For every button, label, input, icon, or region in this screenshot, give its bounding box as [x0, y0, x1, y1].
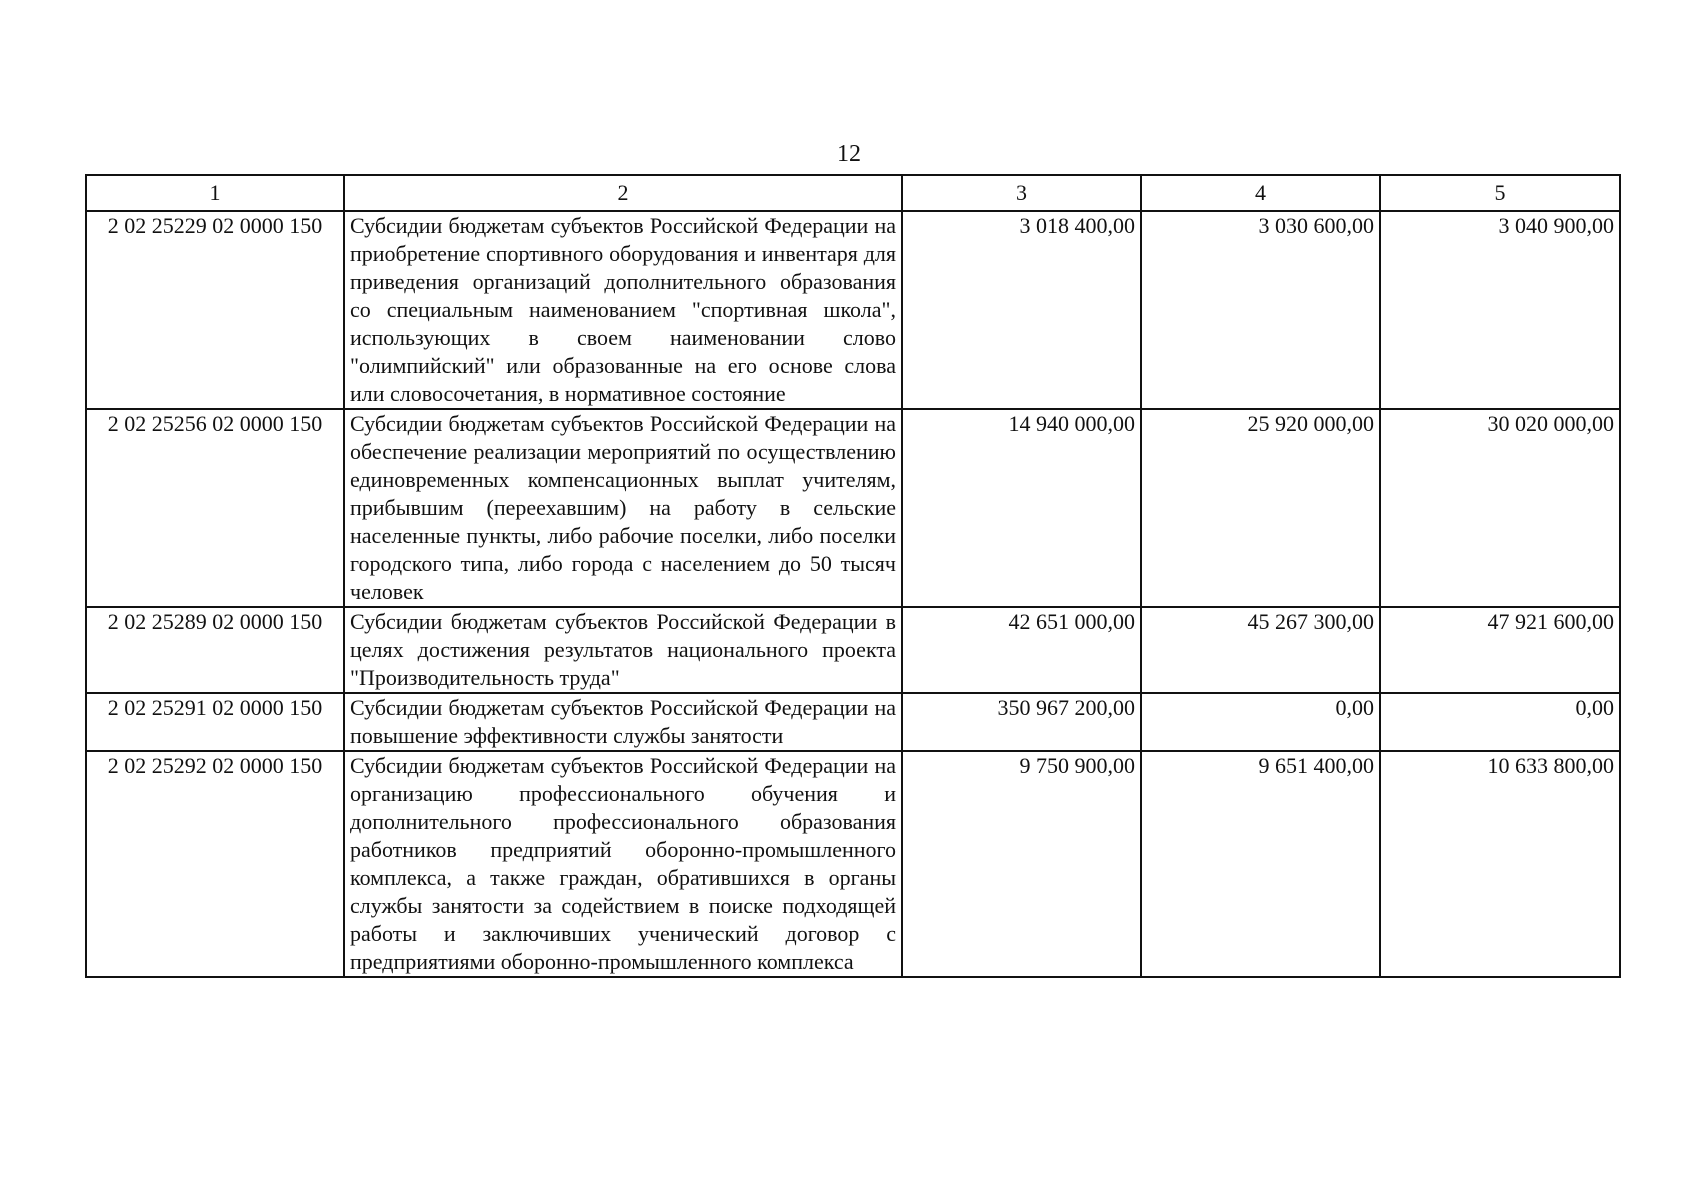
- table-row: [86, 693, 1620, 751]
- amount-col-5: 3 040 900,00: [1380, 211, 1620, 409]
- amount-col-4: 0,00: [1141, 693, 1380, 751]
- table-row: [86, 211, 1620, 409]
- budget-table: [85, 174, 1621, 978]
- amount-col-5: 30 020 000,00: [1380, 409, 1620, 607]
- amount-col-5: 47 921 600,00: [1380, 607, 1620, 693]
- amount-col-4: 25 920 000,00: [1141, 409, 1380, 607]
- budget-code: 2 02 25292 02 0000 150: [86, 751, 344, 977]
- page-number: 12: [837, 141, 861, 167]
- budget-description: Субсидии бюджетам субъектов Российской Федерации на организацию профессионального обучения и дополнительного профессионального образования работников предприятий оборонно-промышленного комплекса, а также граждан, обратившихся в органы службы занятости за содействием в поиске подходящей работы и заключивших ученический договор с предприятиями оборонно-промышленного комплекса: [344, 751, 902, 977]
- amount-col-5: 0,00: [1380, 693, 1620, 751]
- column-header: 3: [902, 175, 1141, 211]
- header-row: [86, 175, 1620, 211]
- budget-code: 2 02 25229 02 0000 150: [86, 211, 344, 409]
- budget-code: 2 02 25256 02 0000 150: [86, 409, 344, 607]
- amount-col-3: 14 940 000,00: [902, 409, 1141, 607]
- amount-col-3: 350 967 200,00: [902, 693, 1141, 751]
- budget-code: 2 02 25291 02 0000 150: [86, 693, 344, 751]
- column-header: 1: [86, 175, 344, 211]
- table-row: [86, 607, 1620, 693]
- column-header: 4: [1141, 175, 1380, 211]
- column-header: 5: [1380, 175, 1620, 211]
- budget-description: Субсидии бюджетам субъектов Российской Федерации на приобретение спортивного оборудования и инвентаря для приведения организаций дополнительного образования со специальным наименованием "спортивная школа", использующих в своем наименовании слово "олимпийский" или образованные на его основе слова или словосочетания, в нормативное состояние: [344, 211, 902, 409]
- amount-col-4: 45 267 300,00: [1141, 607, 1380, 693]
- amount-col-3: 3 018 400,00: [902, 211, 1141, 409]
- amount-col-5: 10 633 800,00: [1380, 751, 1620, 977]
- budget-description: Субсидии бюджетам субъектов Российской Федерации в целях достижения результатов национального проекта "Производительность труда": [344, 607, 902, 693]
- budget-description: Субсидии бюджетам субъектов Российской Федерации на повышение эффективности службы занятости: [344, 693, 902, 751]
- column-header: 2: [344, 175, 902, 211]
- table-row: [86, 751, 1620, 977]
- amount-col-4: 3 030 600,00: [1141, 211, 1380, 409]
- budget-code: 2 02 25289 02 0000 150: [86, 607, 344, 693]
- amount-col-3: 42 651 000,00: [902, 607, 1141, 693]
- amount-col-3: 9 750 900,00: [902, 751, 1141, 977]
- amount-col-4: 9 651 400,00: [1141, 751, 1380, 977]
- table-row: [86, 409, 1620, 607]
- budget-description: Субсидии бюджетам субъектов Российской Федерации на обеспечение реализации мероприятий по осуществлению единовременных компенсационных выплат учителям, прибывшим (переехавшим) на работу в сельские населенные пункты, либо рабочие поселки, либо поселки городского типа, либо города с населением до 50 тысяч человек: [344, 409, 902, 607]
